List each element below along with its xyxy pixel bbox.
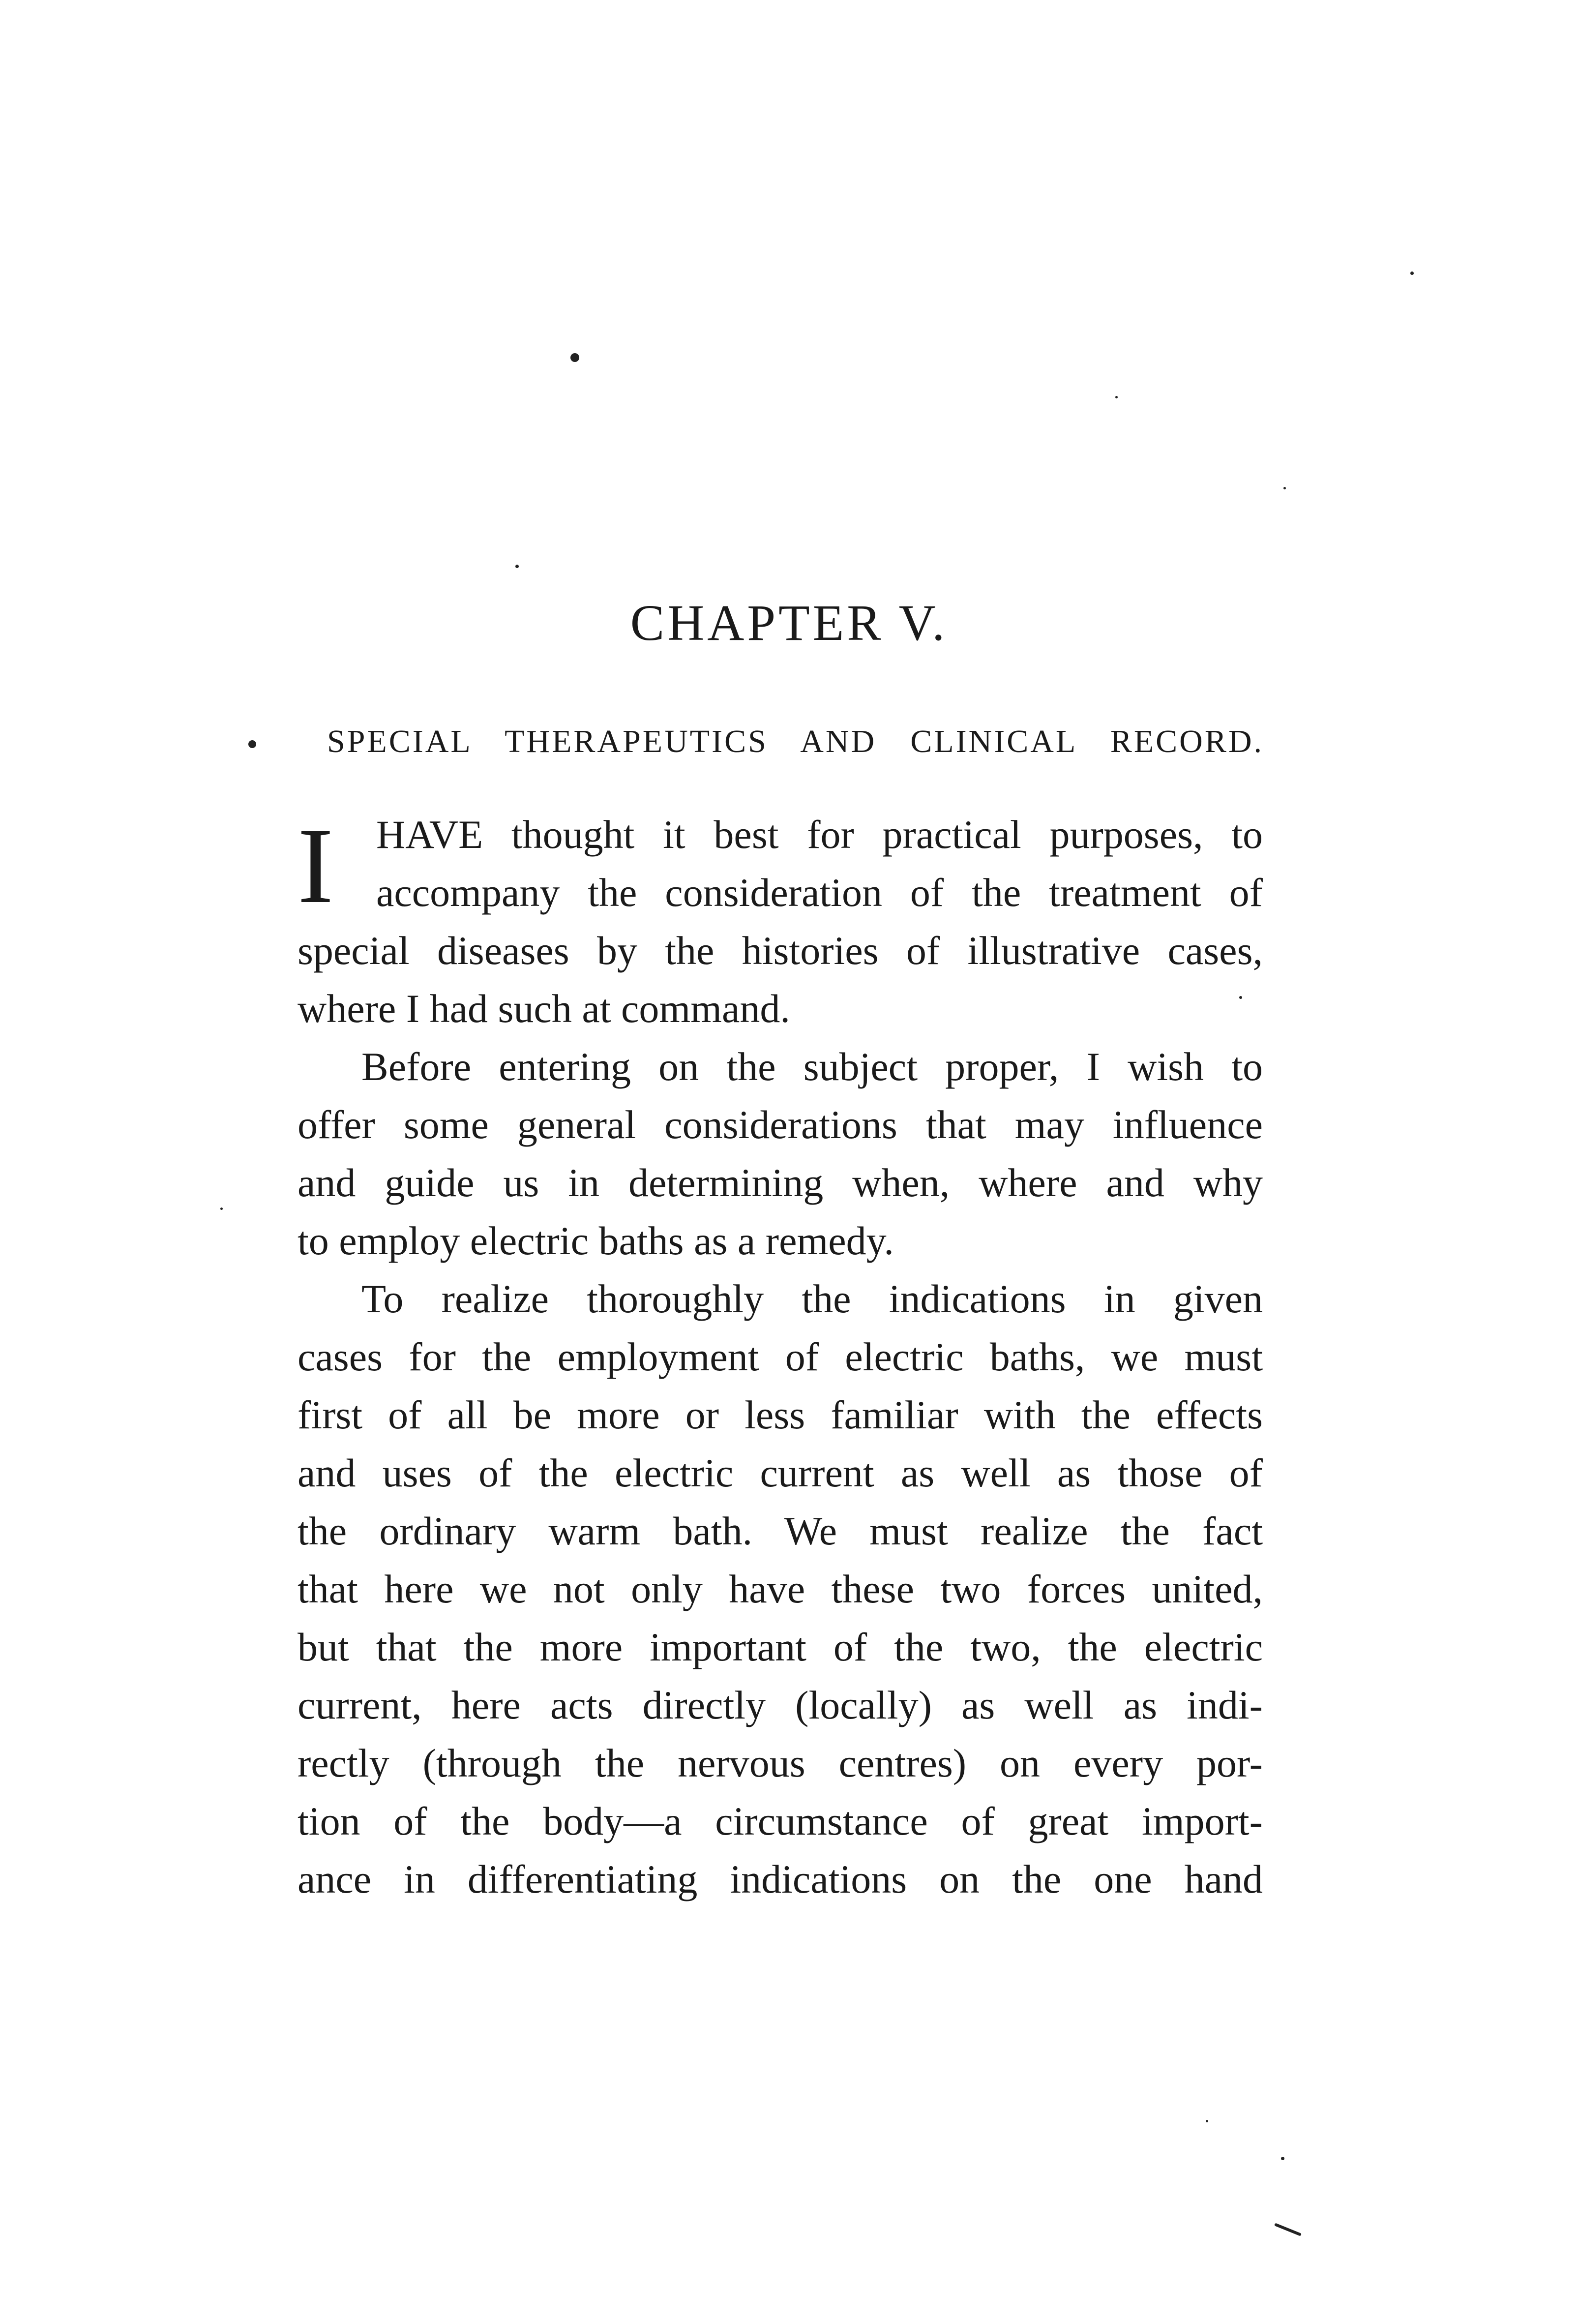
drop-cap: I <box>298 806 334 926</box>
scan-speck <box>515 565 519 568</box>
chapter-heading <box>0 595 1578 651</box>
paragraph-1-line-2: accompany the consideration of the treatment of <box>376 870 1263 915</box>
paragraph-2-line-3: and guide us in determining when, where and why <box>298 1160 1263 1205</box>
scan-speck <box>570 353 579 362</box>
scan-speck <box>1281 2157 1284 2160</box>
paragraph-3-line-7: but that the more important of the two, the electric <box>298 1625 1263 1669</box>
paragraph-2 <box>298 1038 1263 1270</box>
scan-speck <box>1115 396 1118 398</box>
paragraph-1-line-4: where I had such at command. <box>298 986 790 1031</box>
scan-speck <box>248 740 256 748</box>
scan-speck <box>220 1207 223 1210</box>
paragraph-1-line-3: special diseases by the histories of illustrative cases, <box>298 928 1263 973</box>
paragraph-1 <box>298 806 1263 1038</box>
chapter-label: CHAPTER <box>630 595 884 651</box>
body-text <box>298 806 1263 1908</box>
paragraph-3-line-9: rectly (through the nervous centres) on every por- <box>298 1741 1263 1785</box>
scan-speck <box>1283 487 1286 489</box>
scan-speck <box>1410 272 1414 275</box>
scan-speck <box>1206 2120 1208 2122</box>
paragraph-3-line-4: and uses of the electric current as well as those of <box>298 1450 1263 1495</box>
chapter-number: V. <box>898 595 948 651</box>
paragraph-3-line-3: first of all be more or less familiar with the effects <box>298 1392 1263 1437</box>
paragraph-3-line-5: the ordinary warm bath. We must realize the fact <box>298 1509 1263 1553</box>
paragraph-2-line-2: offer some general considerations that may influence <box>298 1102 1263 1147</box>
paragraph-3-line-1: To realize thoroughly the indications in given <box>361 1276 1263 1321</box>
paragraph-3 <box>298 1270 1263 1908</box>
paragraph-1-line-1: HAVE thought it best for practical purposes, to <box>376 812 1263 857</box>
scan-mark <box>1274 2223 1302 2236</box>
paragraph-3-line-6: that here we not only have these two forces united, <box>298 1567 1263 1611</box>
paragraph-3-line-11: ance in differentiating indications on the one hand <box>298 1857 1263 1901</box>
paragraph-2-line-4: to employ electric baths as a remedy. <box>298 1218 894 1263</box>
paragraph-3-line-10: tion of the body—a circumstance of great import- <box>298 1799 1263 1843</box>
paragraph-2-line-1: Before entering on the subject proper, I wish to <box>361 1044 1263 1089</box>
section-title: SPECIAL THERAPEUTICS AND CLINICAL RECORD. <box>327 724 1264 759</box>
paragraph-3-line-2: cases for the employment of electric baths, we must <box>298 1334 1263 1379</box>
paragraph-3-line-8: current, here acts directly (locally) as well as indi- <box>298 1683 1263 1727</box>
scan-speck <box>1239 996 1242 999</box>
